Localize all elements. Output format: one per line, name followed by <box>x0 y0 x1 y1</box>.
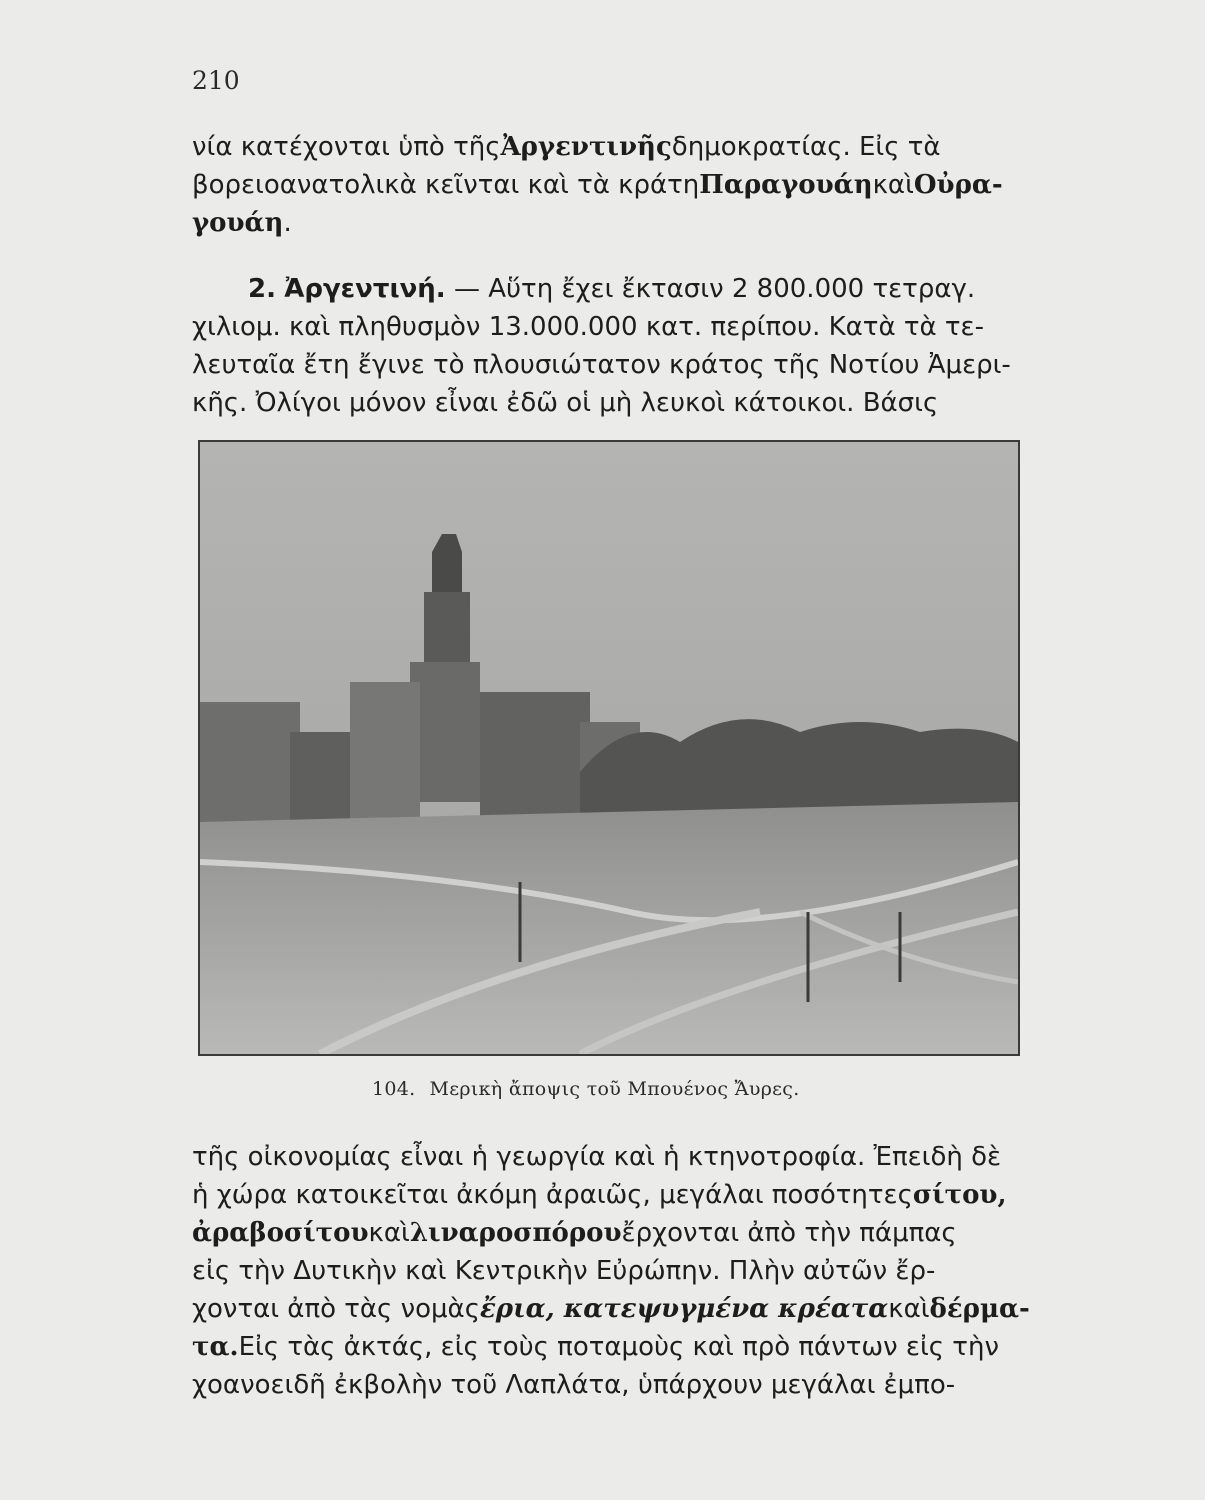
text-line <box>192 204 1030 242</box>
text-line <box>192 166 1030 204</box>
text-line: κῆς. Ὀλίγοι μόνον εἶναι ἐδῶ οἱ μὴ λευκοὶ κάτοικοι. Βάσις <box>192 388 939 418</box>
text-line: τῆς οἰκονομίας εἶναι ἡ γεωργία καὶ ἡ κτηνοτροφία. Ἐπειδὴ δὲ <box>192 1142 1002 1172</box>
text-run: νία κατέχονται ὑπὸ τῆςἈργεντινῆςδημοκρατίας. Εἰς τὰ <box>192 132 941 162</box>
text-line: λευταῖα ἔτη ἔγινε τὸ πλουσιώτατον κράτος τῆς Νοτίου Ἀμερι- <box>192 350 1011 380</box>
section-heading: Ἀργεντινή. <box>284 274 446 304</box>
section-number: 2. <box>248 274 276 304</box>
text-line: τα.Εἰς τὰς ἀκτάς, εἰς τοὺς ποταμοὺς καὶ πρὸ πάντων εἰς τὴν <box>192 1332 999 1362</box>
city-photo-illustration <box>200 442 1018 1054</box>
text-run: γουάη. <box>192 208 292 238</box>
page-number: 210 <box>192 66 240 95</box>
text-line: χιλιομ. καὶ πληθυσμὸν 13.000.000 κατ. περίπου. Κατὰ τὰ τε- <box>192 312 984 342</box>
text-line: ἡ χώρα κατοικεῖται ἀκόμη ἀραιῶς, μεγάλαι ποσότητεςσίτου, <box>192 1180 1007 1210</box>
text-line: εἰς τὴν Δυτικὴν καὶ Κεντρικὴν Εὐρώπην. Πλὴν αὐτῶν ἔρ- <box>192 1256 936 1286</box>
text-line: χονται ἀπὸ τὰς νομὰςἔρια, κατεψυγμένα κρέατακαὶδέρμα- <box>192 1294 1030 1324</box>
city-photo <box>198 440 1020 1056</box>
figure-caption <box>372 1078 800 1100</box>
text-line <box>192 128 1030 166</box>
text-run: βορειοανατολικὰ κεῖνται καὶ τὰ κράτηΠαραγουάηκαὶΟὐρα- <box>192 170 1003 200</box>
text-line: ἀραβοσίτουκαὶλιναροσπόρουἔρχονται ἀπὸ τὴν πάμπας <box>192 1218 957 1248</box>
text-run: 2. Ἀργεντινή. — Αὕτη ἔχει ἔκτασιν 2 800.000 τετραγ. <box>192 270 975 308</box>
paragraph-economy <box>192 1138 1030 1404</box>
text-line: χοανοειδῆ ἐκβολὴν τοῦ Λαπλάτα, ὑπάρχουν μεγάλαι ἐμπο- <box>192 1370 956 1400</box>
text-line <box>192 270 1030 308</box>
figure-caption-text: Μερικὴ ἄποψις τοῦ Μπουένος Ἄυρες. <box>429 1078 800 1100</box>
section-argentina <box>192 270 1030 422</box>
paragraph-intro <box>192 128 1030 242</box>
figure-number: 104. <box>372 1078 416 1100</box>
